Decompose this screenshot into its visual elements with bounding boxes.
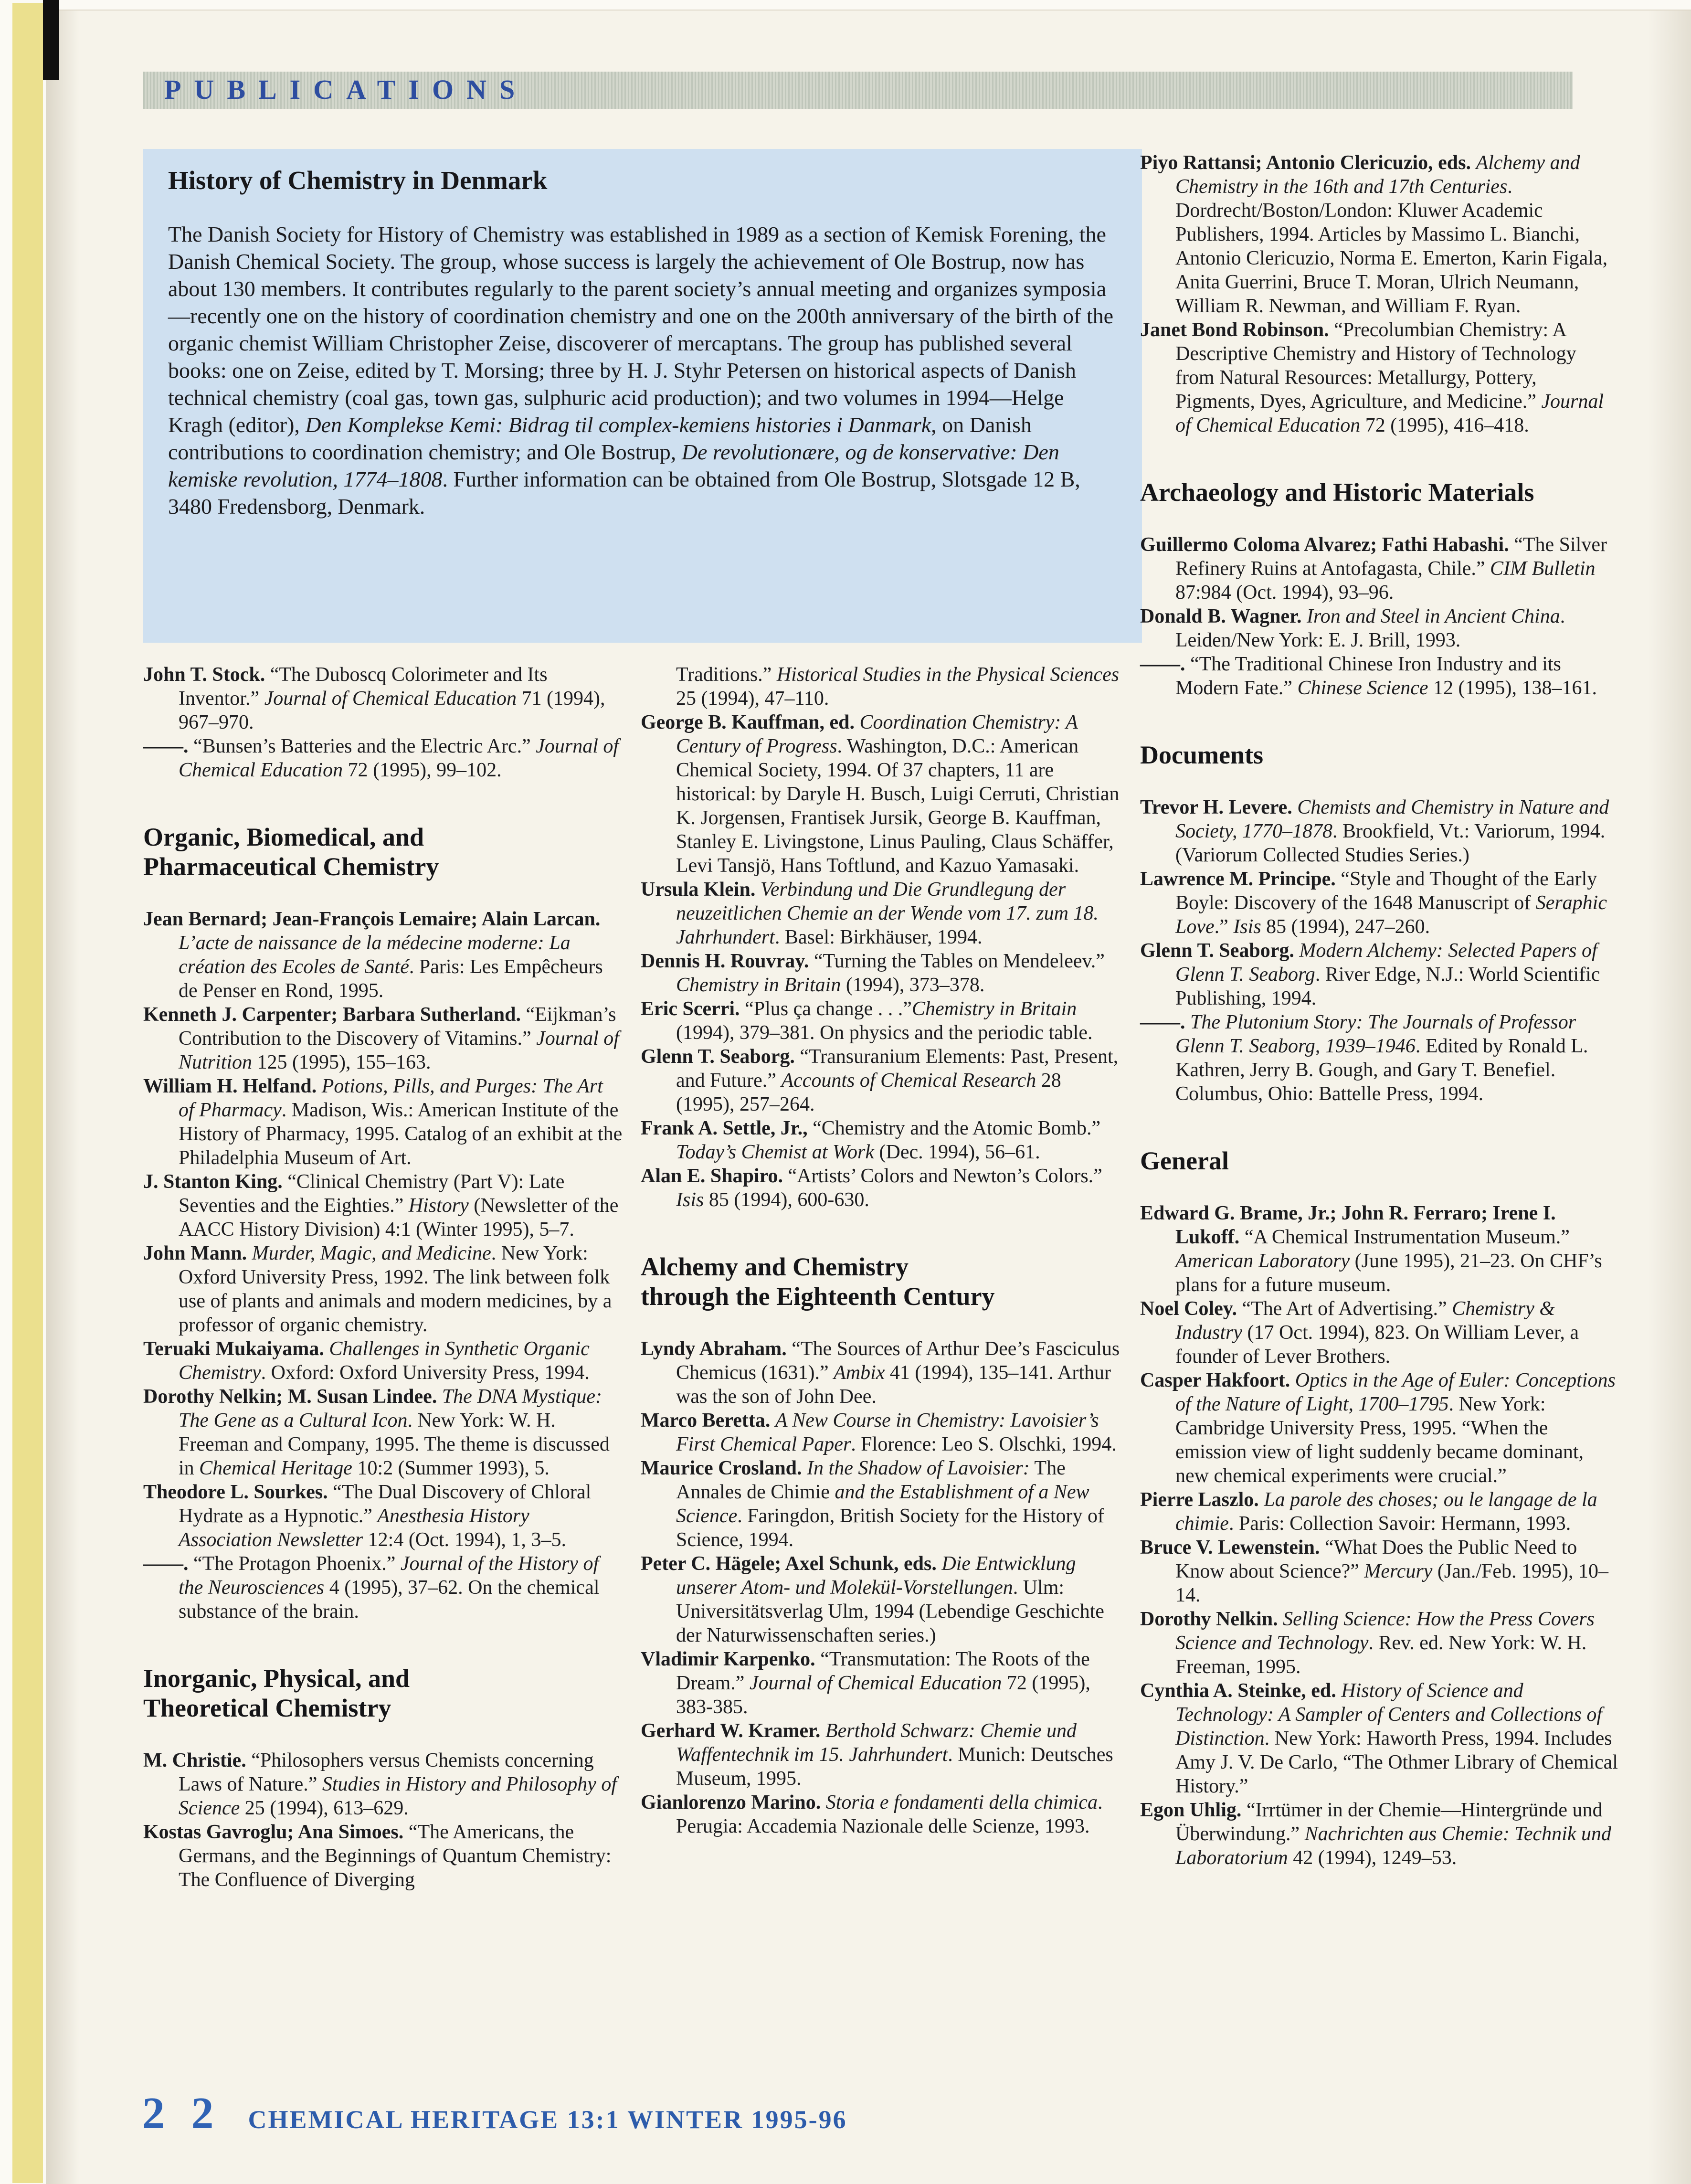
bibliography-entry: [143, 1385, 623, 1480]
bibliography-entry: [1140, 533, 1620, 604]
text-segment: Chemical Heritage: [199, 1457, 352, 1479]
text-segment: “The Protagon Phoenix.”: [193, 1553, 401, 1575]
text-segment: J. Stanton King.: [143, 1171, 288, 1193]
bibliography-entry: [641, 1045, 1120, 1116]
section-heading: Archaeology and Historic Materials: [1140, 478, 1534, 507]
text-segment: Storia e fondamenti della chimica: [825, 1792, 1098, 1813]
text-segment: . New York: Haworth Press, 1994. Includes Amy J. V. De Carlo, “The Othmer Library of Chemical History.”: [1175, 1728, 1618, 1797]
text-segment: “The Art of Advertising.”: [1242, 1298, 1452, 1320]
text-segment: History: [408, 1195, 469, 1217]
text-segment: Lawrence M. Principe.: [1140, 868, 1341, 890]
bibliography-entry: [1140, 1679, 1620, 1798]
text-segment: . Paris: Les Empêcheurs de Penser en Rond, 1995.: [179, 956, 603, 1002]
text-segment: 28 (1995), 257–264.: [676, 1070, 1061, 1115]
text-segment: 72 (1995), 99–102.: [343, 759, 502, 781]
text-segment: American Laboratory: [1175, 1250, 1350, 1272]
bibliography-entry: [143, 1170, 623, 1241]
text-segment: “Artists’ Colors and Newton’s Colors.”: [788, 1165, 1102, 1187]
text-segment: Vladimir Karpenko.: [641, 1648, 821, 1670]
text-segment: Kostas Gavroglu; Ana Simoes.: [143, 1821, 409, 1843]
bibliography-entry: [641, 663, 1120, 710]
text-segment: . Dordrecht/Boston/London: Kluwer Academic Publishers, 1994. Articles by Massimo L. Bianchi, Antonio Clericuzio, Norma E. Emerton, Karin Figala, Anita Guerrini, Bruce T. Moran, Ulrich Neumann, William R. Newman, and William F. Ryan.: [1175, 176, 1608, 317]
text-segment: Chemistry in Britain: [911, 998, 1077, 1020]
text-segment: Donald B. Wagner.: [1140, 605, 1307, 627]
text-segment: Chinese Science: [1297, 677, 1428, 699]
text-segment: “Turning the Tables on Mendeleev.”: [814, 950, 1105, 972]
text-segment: and the Establishment of a New Science: [676, 1481, 1089, 1527]
text-segment: “The Silver Refinery Ruins at Antofagasta, Chile.”: [1175, 534, 1607, 580]
text-segment: The Plutonium Story: The Journals of Professor Glenn T. Seaborg, 1939–1946: [1175, 1011, 1576, 1057]
text-segment: . New York: Oxford University Press, 1992. The link between folk use of plants and animals and modern medicines, by a professor of organic chemistry.: [179, 1242, 612, 1336]
text-segment: . Rev. ed. New York: W. H. Freeman, 1995.: [1175, 1632, 1587, 1678]
text-segment: “Bunsen’s Batteries and the Electric Arc.”: [193, 735, 536, 757]
feature-box: [143, 149, 1142, 643]
text-segment: Theodore L. Sourkes.: [143, 1481, 333, 1503]
text-segment: Modern Alchemy: Selected Papers of Glenn T. Seaborg: [1175, 940, 1597, 986]
text-segment: 71 (1994), 967–970.: [179, 688, 605, 733]
text-segment: . Brookfield, Vt.: Variorum, 1994. (Variorum Collected Studies Series.): [1175, 820, 1606, 866]
text-segment: . New York: W. H. Freeman and Company, 1995. The theme is discussed in: [179, 1410, 610, 1479]
bibliography-column-1: [143, 663, 623, 1892]
text-segment: (1994), 373–378.: [841, 974, 985, 996]
text-segment: Den Komplekse Kemi: Bidrag til complex-kemiens histories i Danmark: [305, 413, 931, 437]
text-segment: “Precolumbian Chemistry: A Descriptive Chemistry and History of Technology from Natural Resources: Metallurgy, Pottery, Pigments, Dyes, Agriculture, and Medicine.”: [1175, 319, 1576, 413]
text-segment: . River Edge, N.J.: World Scientific Publishing, 1994.: [1175, 964, 1600, 1009]
text-segment: In the Shadow of Lavoisier:: [807, 1457, 1030, 1479]
text-segment: “The Americans, the Germans, and the Beginnings of Quantum Chemistry: The Confluence of Diverging: [179, 1821, 612, 1891]
text-segment: Glenn T. Seaborg.: [1140, 940, 1300, 962]
text-segment: (Newsletter of the AACC History Division) 4:1 (Winter 1995), 5–7.: [179, 1195, 619, 1240]
text-segment: Alan E. Shapiro.: [641, 1165, 788, 1187]
text-segment: Eric Scerri.: [641, 998, 745, 1020]
text-segment: Chemists and Chemistry in Nature and Society, 1770–1878: [1175, 796, 1609, 842]
text-segment: 42 (1994), 1249–53.: [1288, 1847, 1457, 1869]
bibliography-entry: [143, 1337, 623, 1385]
bibliography-entry: [641, 710, 1120, 878]
text-segment: ——.: [1140, 653, 1190, 675]
bibliography-entry: [1140, 867, 1620, 939]
text-segment: “The Traditional Chinese Iron Industry and its Modern Fate.”: [1175, 653, 1561, 699]
text-segment: . New York: Cambridge University Press, 1995. “When the emission view of light suddenly became dominant, new chemical experiments were crucial.”: [1175, 1393, 1584, 1487]
text-segment: ——.: [143, 1553, 193, 1575]
bibliography-entry: [143, 1074, 623, 1170]
bibliography-entry: [1140, 1488, 1620, 1536]
text-segment: “The Sources of Arthur Dee’s Fasciculus Chemicus (1631).”: [676, 1338, 1120, 1384]
bibliography-entry: [1140, 939, 1620, 1010]
text-segment: . Faringdon, British Society for the History of Science, 1994.: [676, 1505, 1105, 1551]
text-segment: 25 (1994), 47–110.: [676, 688, 829, 710]
bibliography-entry: [641, 1116, 1120, 1164]
text-segment: Isis: [676, 1189, 704, 1211]
bibliography-entry: [641, 1647, 1120, 1719]
text-segment: The Annales de Chimie: [676, 1457, 1066, 1503]
bibliography-entry: [1140, 604, 1620, 652]
text-segment: Glenn T. Seaborg.: [641, 1046, 800, 1068]
bibliography-entry: [1140, 151, 1620, 318]
bibliography-entry: [143, 663, 623, 734]
bibliography-entry: [641, 949, 1120, 997]
text-segment: Janet Bond Robinson.: [1140, 319, 1334, 341]
text-segment: Accounts of Chemical Research: [781, 1070, 1036, 1092]
text-segment: 12 (1995), 138–161.: [1428, 677, 1597, 699]
text-segment: Guillermo Coloma Alvarez; Fathi Habashi.: [1140, 534, 1514, 556]
text-segment: Optics in the Age of Euler: Conceptions of the Nature of Light, 1700–1795: [1175, 1369, 1616, 1415]
text-segment: Frank A. Settle, Jr.,: [641, 1117, 813, 1139]
bibliography-entry: [1140, 1010, 1620, 1106]
text-segment: (Jan./Feb. 1995), 10–14.: [1175, 1560, 1609, 1606]
text-segment: Coordination Chemistry: A Century of Progress: [676, 711, 1078, 757]
bibliography-entry: [641, 1337, 1120, 1409]
text-segment: (Dec. 1994), 56–61.: [874, 1141, 1040, 1163]
text-segment: CIM Bulletin: [1490, 558, 1596, 580]
bibliography-entry: [641, 1719, 1120, 1791]
text-segment: “Style and Thought of the Early Boyle: Discovery of the 1648 Manuscript of: [1175, 868, 1597, 914]
text-segment: 10:2 (Summer 1993), 5.: [352, 1457, 550, 1479]
text-segment: Dennis H. Rouvray.: [641, 950, 814, 972]
text-segment: . Ulm: Universitätsverlag Ulm, 1994 (Lebendige Geschichte der Naturwissenschaften series.): [676, 1577, 1104, 1646]
text-segment: Studies in History and Philosophy of Science: [179, 1773, 617, 1819]
text-segment: . Perugia: Accademia Nazionale delle Scienze, 1993.: [676, 1792, 1103, 1837]
text-segment: “The Duboscq Colorimeter and Its Inventor.”: [179, 664, 548, 710]
bibliography-column-2: [641, 663, 1120, 1838]
scan-corner-artifact: [43, 0, 59, 80]
text-segment: The Danish Society for History of Chemistry was established in 1989 as a section of Kemisk Forening, the Danish Chemical Society. The group, whose success is largely the achievement of Ole Bostrup, now has about 130 members. It contributes regularly to the parent society’s annual meeting and organizes symposia—recently one on the history of coordination chemistry and one on the 200th anniversary of the birth of the organic chemist William Christopher Zeise, discoverer of mercaptans. The group has published several books: one on Zeise, edited by T. Morsing; three by H. J. Styhr Petersen on historical aspects of Danish technical chemistry (coal gas, town gas, sulphuric acid production); and two volumes in 1994—Helge Kragh (editor),: [168, 222, 1114, 437]
bibliography-entry: [641, 1791, 1120, 1838]
section-heading: Organic, Biomedical, and Pharmaceutical Chemistry: [143, 823, 439, 881]
text-segment: Potions, Pills, and Purges: The Art of Pharmacy: [179, 1075, 603, 1121]
bibliography-entry: [1140, 1368, 1620, 1488]
text-segment: Trevor H. Levere.: [1140, 796, 1298, 818]
text-segment: Seraphic Love: [1175, 892, 1607, 938]
text-segment: Kenneth J. Carpenter; Barbara Sutherland.: [143, 1004, 526, 1026]
text-segment: Challenges in Synthetic Organic Chemistry: [179, 1338, 590, 1384]
text-segment: . Leiden/New York: E. J. Brill, 1993.: [1175, 605, 1565, 651]
text-segment: John Mann.: [143, 1242, 252, 1264]
text-segment: Lyndy Abraham.: [641, 1338, 792, 1360]
text-segment: Marco Beretta.: [641, 1410, 775, 1431]
text-segment: Dorothy Nelkin.: [1140, 1608, 1283, 1630]
text-segment: “Clinical Chemistry (Part V): Late Seventies and the Eighties.”: [179, 1171, 565, 1217]
text-segment: John T. Stock.: [143, 664, 270, 686]
bibliography-entry: [1140, 1201, 1620, 1297]
text-segment: Anesthesia History Association Newsletter: [179, 1505, 529, 1551]
bibliography-entry: [1140, 1607, 1620, 1679]
text-segment: “Eijkman’s Contribution to the Discovery of Vitamins.”: [179, 1004, 616, 1050]
text-segment: William H. Helfand.: [143, 1075, 322, 1097]
text-segment: George B. Kauffman, ed.: [641, 711, 860, 733]
bibliography-entry: [641, 1552, 1120, 1647]
left-edge-yellow-strip: [12, 3, 43, 2183]
text-segment: L’acte de naissance de la médecine moderne: La création des Ecoles de Santé: [179, 932, 571, 978]
text-segment: . Further information can be obtained from Ole Bostrup, Slotsgade 12 B, 3480 Fredensborg, Denmark.: [168, 467, 1080, 519]
text-segment: Piyo Rattansi; Antonio Clericuzio, eds.: [1140, 152, 1476, 174]
text-segment: Today’s Chemist at Work: [676, 1141, 875, 1163]
text-segment: Historical Studies in the Physical Sciences: [776, 664, 1120, 686]
text-segment: “A Chemical Instrumentation Museum.”: [1244, 1226, 1570, 1248]
text-segment: 72 (1995), 383-385.: [676, 1672, 1090, 1718]
publications-banner: [143, 72, 1573, 109]
bibliography-entry: [641, 1456, 1120, 1552]
bibliography-entry: [641, 997, 1120, 1045]
text-segment: Journal of Nutrition: [179, 1028, 619, 1073]
text-segment: 85 (1994), 247–260.: [1261, 916, 1430, 938]
bibliography-entry: [1140, 1798, 1620, 1870]
text-segment: Pierre Laszlo.: [1140, 1489, 1264, 1511]
text-segment: 125 (1995), 155–163.: [252, 1051, 431, 1073]
feature-paragraph: [168, 221, 1116, 520]
feature-box-title: History of Chemistry in Denmark: [168, 166, 548, 195]
bibliography-entry: [143, 1820, 623, 1892]
text-segment: (1994), 379–381. On physics and the periodic table.: [676, 1022, 1093, 1044]
text-segment: .”: [1214, 916, 1234, 938]
text-segment: Chemistry & Industry: [1175, 1298, 1555, 1344]
text-segment: Journal of Chemical Education: [179, 735, 619, 781]
text-segment: (17 Oct. 1994), 823. On William Lever, a founder of Lever Brothers.: [1175, 1322, 1579, 1368]
text-segment: . Munich: Deutsches Museum, 1995.: [676, 1744, 1113, 1790]
text-segment: De revolutionære, og de konservative: Den kemiske revolution, 1774–1808: [168, 440, 1059, 491]
text-segment: Dorothy Nelkin; M. Susan Lindee.: [143, 1386, 442, 1408]
text-segment: “Transuranium Elements: Past, Present, and Future.”: [676, 1046, 1119, 1092]
text-segment: Cynthia A. Steinke, ed.: [1140, 1680, 1342, 1702]
text-segment: 12:4 (Oct. 1994), 1, 3–5.: [363, 1529, 566, 1551]
text-segment: Journal of Chemical Education: [749, 1672, 1002, 1694]
text-segment: M. Christie.: [143, 1749, 252, 1771]
bibliography-column-3: [1140, 151, 1620, 1870]
bibliography-entry: [143, 907, 623, 1003]
text-segment: 25 (1994), 613–629.: [240, 1797, 409, 1819]
text-segment: Isis: [1233, 916, 1261, 938]
journal-issue-line: CHEMICAL HERITAGE 13:1 WINTER 1995-96: [248, 2105, 847, 2134]
text-segment: Verbindung und Die Grundlegung der neuzeitlichen Chemie an der Wende vom 17. zum 18. Jahrhundert: [676, 879, 1099, 948]
text-segment: . Oxford: Oxford University Press, 1994.: [261, 1362, 590, 1384]
bibliography-entry: [641, 1409, 1120, 1456]
text-segment: Gianlorenzo Marino.: [641, 1792, 826, 1813]
bibliography-entry: [143, 1003, 623, 1074]
text-segment: Jean Bernard; Jean-François Lemaire; Alain Larcan.: [143, 908, 601, 930]
bibliography-entry: [1140, 1536, 1620, 1607]
text-segment: Teruaki Mukaiyama.: [143, 1338, 329, 1360]
text-segment: Gerhard W. Kramer.: [641, 1720, 825, 1742]
bibliography-entry: [143, 1480, 623, 1552]
text-segment: Journal of Chemical Education: [1175, 391, 1604, 436]
text-segment: “Irrtümer in der Chemie—Hintergründe und Überwindung.”: [1175, 1799, 1603, 1845]
bibliography-entry: [1140, 318, 1620, 437]
text-segment: 87:984 (Oct. 1994), 93–96.: [1175, 582, 1394, 604]
text-segment: The DNA Mystique: The Gene as a Cultural Icon: [179, 1386, 602, 1431]
text-segment: . Washington, D.C.: American Chemical Society, 1994. Of 37 chapters, 11 are historical: by Daryle H. Busch, Luigi Cerruti, Christian K. Jorgensen, Frantisek Jursik, George B. Kauffman, Stanley E. Livingstone, Linus Pauling, Claus Schäffer, Levi Tansjö, Hans Toftlund, and Kazuo Yamasaki.: [676, 735, 1120, 877]
text-segment: “What Does the Public Need to Know about Science?”: [1175, 1537, 1577, 1582]
text-segment: Murder, Magic, and Medicine: [252, 1242, 491, 1264]
text-segment: Ursula Klein.: [641, 879, 761, 901]
text-segment: “Plus ça change . . .”: [745, 998, 912, 1020]
page-footer: [142, 2088, 847, 2139]
text-segment: Noel Coley.: [1140, 1298, 1242, 1320]
section-heading: Inorganic, Physical, and Theoretical Chemistry: [143, 1664, 410, 1722]
bibliography-entry: [641, 1164, 1120, 1212]
text-segment: “Philosophers versus Chemists concerning Laws of Nature.”: [179, 1749, 594, 1795]
bibliography-entry: [1140, 652, 1620, 700]
text-segment: . Edited by Ronald L. Kathren, Jerry B. Gough, and Gary T. Benefiel. Columbus, Ohio: Battelle Press, 1994.: [1175, 1035, 1588, 1105]
page-number: 2 2: [142, 2089, 222, 2138]
bibliography-entry: [143, 1749, 623, 1820]
text-segment: Casper Hakfoort.: [1140, 1369, 1295, 1391]
bibliography-entry: [143, 1241, 623, 1337]
text-segment: “Transmutation: The Roots of the Dream.”: [676, 1648, 1090, 1694]
text-segment: ——.: [1140, 1011, 1190, 1033]
publications-banner-label: PUBLICATIONS: [164, 74, 528, 106]
text-segment: . Basel: Birkhäuser, 1994.: [774, 926, 983, 948]
text-segment: Traditions.”: [676, 664, 777, 686]
bibliography-entry: [1140, 795, 1620, 867]
text-segment: , on Danish contributions to coordination chemistry; and Ole Bostrup,: [168, 413, 1032, 464]
text-segment: A New Course in Chemistry: Lavoisier’s First Chemical Paper: [676, 1410, 1099, 1455]
text-segment: Alchemy and Chemistry in the 16th and 17th Centuries: [1175, 152, 1580, 198]
bibliography-entry: [1140, 1297, 1620, 1368]
section-heading: Alchemy and Chemistry through the Eighteenth Century: [641, 1252, 995, 1311]
text-segment: . Paris: Collection Savoir: Hermann, 1993.: [1228, 1513, 1571, 1535]
text-segment: Journal of the History of the Neurosciences: [179, 1553, 599, 1599]
text-segment: “The Dual Discovery of Chloral Hydrate as a Hypnotic.”: [179, 1481, 592, 1527]
text-segment: Bruce V. Lewenstein.: [1140, 1537, 1325, 1558]
text-segment: Iron and Steel in Ancient China: [1306, 605, 1560, 627]
section-heading: General: [1140, 1146, 1229, 1175]
text-segment: Maurice Crosland.: [641, 1457, 807, 1479]
text-segment: Die Entwicklung unserer Atom- und Molekül-Vorstellungen: [676, 1553, 1076, 1599]
text-segment: Egon Uhlig.: [1140, 1799, 1247, 1821]
text-segment: 4 (1995), 37–62. On the chemical substance of the brain.: [179, 1577, 600, 1622]
bibliography-entry: [641, 878, 1120, 949]
text-segment: (June 1995), 21–23. On CHF’s plans for a future museum.: [1175, 1250, 1602, 1296]
text-segment: . Madison, Wis.: American Institute of the History of Pharmacy, 1995. Catalog of an exhibit at the Philadelphia Museum of Art.: [179, 1099, 623, 1169]
bibliography-entry: [143, 734, 623, 782]
text-segment: La parole des choses; ou le langage de la chimie: [1175, 1489, 1597, 1535]
text-segment: 72 (1995), 416–418.: [1360, 414, 1529, 436]
section-heading: Documents: [1140, 741, 1263, 769]
text-segment: Peter C. Hägele; Axel Schunk, eds.: [641, 1553, 942, 1575]
text-segment: Edward G. Brame, Jr.; John R. Ferraro; Irene I. Lukoff.: [1140, 1202, 1556, 1248]
bibliography-entry: [143, 1552, 623, 1623]
text-segment: 41 (1994), 135–141. Arthur was the son of John Dee.: [676, 1362, 1111, 1408]
text-segment: “Chemistry and the Atomic Bomb.”: [813, 1117, 1101, 1139]
text-segment: . Florence: Leo S. Olschki, 1994.: [851, 1433, 1117, 1455]
text-segment: Nachrichten aus Chemie: Technik und Laboratorium: [1175, 1823, 1611, 1869]
text-segment: ——.: [143, 735, 193, 757]
text-segment: 85 (1994), 600-630.: [704, 1189, 869, 1211]
text-segment: Selling Science: How the Press Covers Science and Technology: [1175, 1608, 1595, 1654]
text-segment: Berthold Schwarz: Chemie und Waffentechnik im 15. Jahrhundert: [676, 1720, 1077, 1766]
text-segment: Chemistry in Britain: [676, 974, 841, 996]
text-segment: Mercury: [1364, 1560, 1433, 1582]
text-segment: Journal of Chemical Education: [264, 688, 517, 710]
text-segment: Ambix: [834, 1362, 885, 1384]
text-segment: History of Science and Technology: A Sampler of Centers and Collections of Distinction: [1175, 1680, 1603, 1749]
